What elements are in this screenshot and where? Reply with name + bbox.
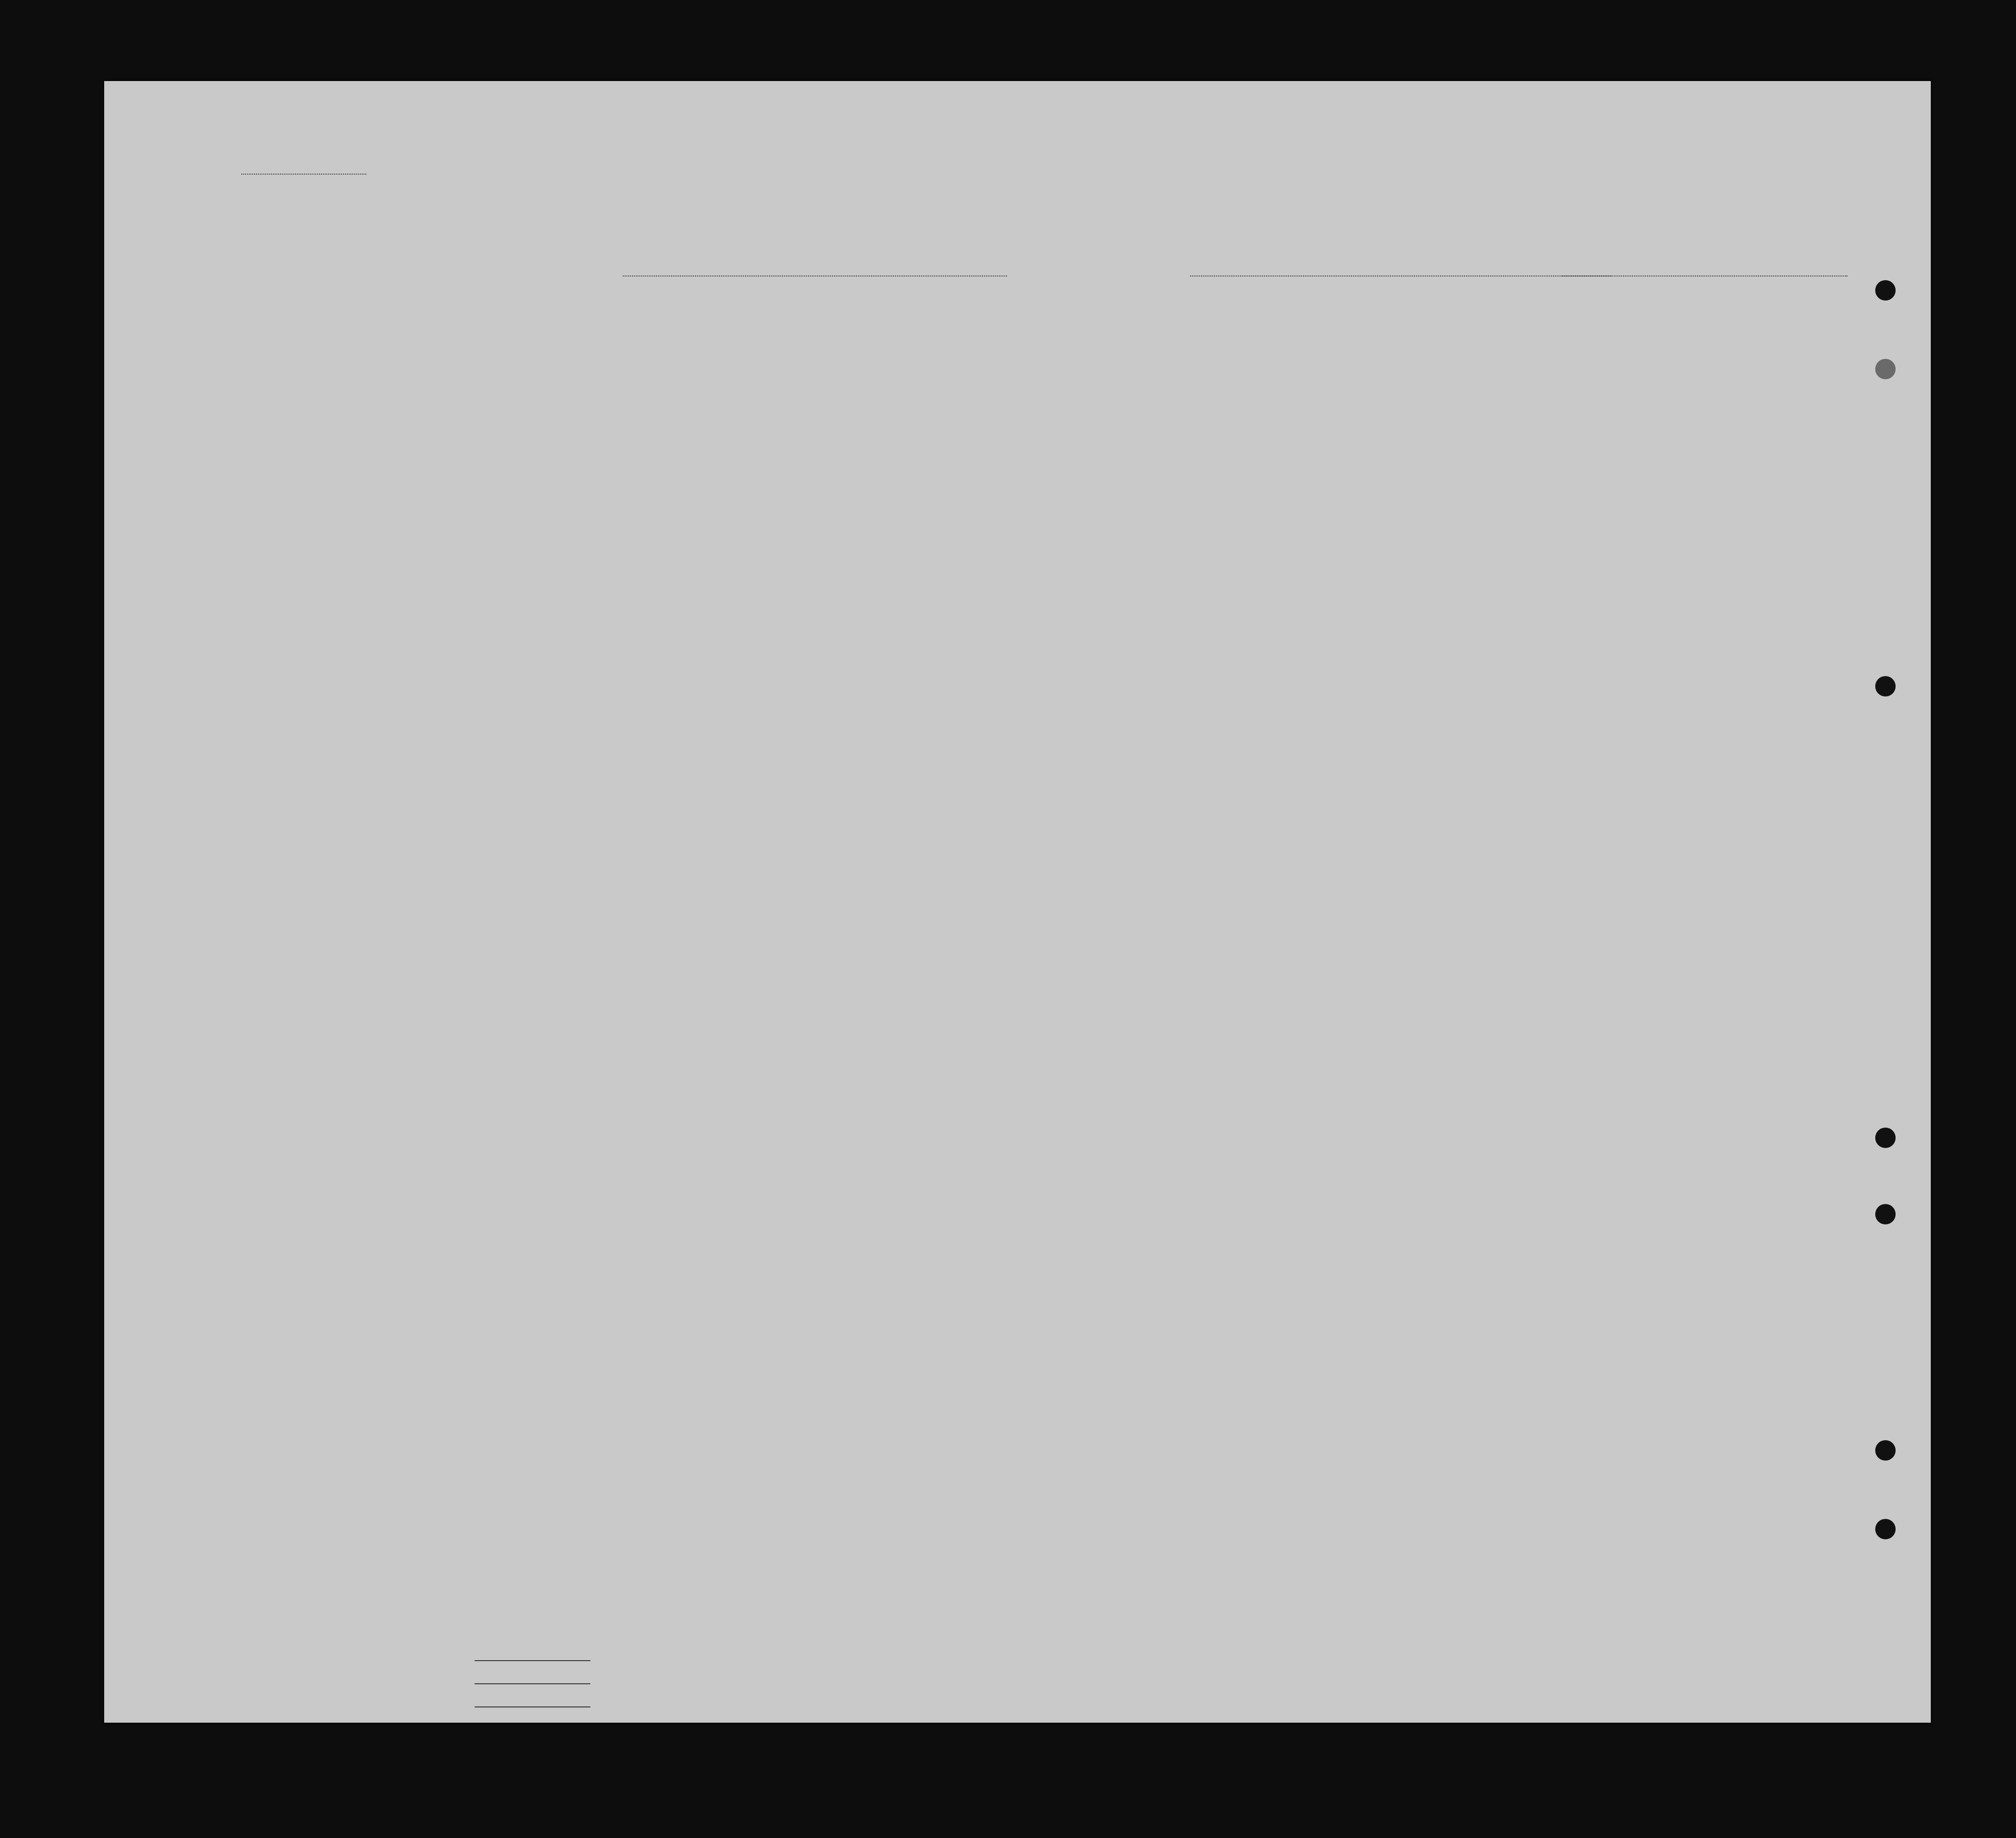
us-citizens-line (475, 1683, 590, 1684)
aliens-line (475, 1706, 590, 1707)
binder-hole (1875, 280, 1896, 301)
manifest-subtitle (465, 202, 1924, 216)
binder-hole (1875, 1440, 1896, 1461)
binder-hole (1875, 1519, 1896, 1539)
manifest-sheet (104, 81, 1931, 1723)
form-grid (104, 81, 1931, 1723)
binder-hole (1875, 1204, 1896, 1224)
list-underline (241, 174, 366, 175)
binder-hole (1875, 359, 1896, 379)
total-passengers-line (475, 1660, 590, 1661)
binder-hole (1875, 676, 1896, 696)
binder-hole (1875, 1128, 1896, 1148)
